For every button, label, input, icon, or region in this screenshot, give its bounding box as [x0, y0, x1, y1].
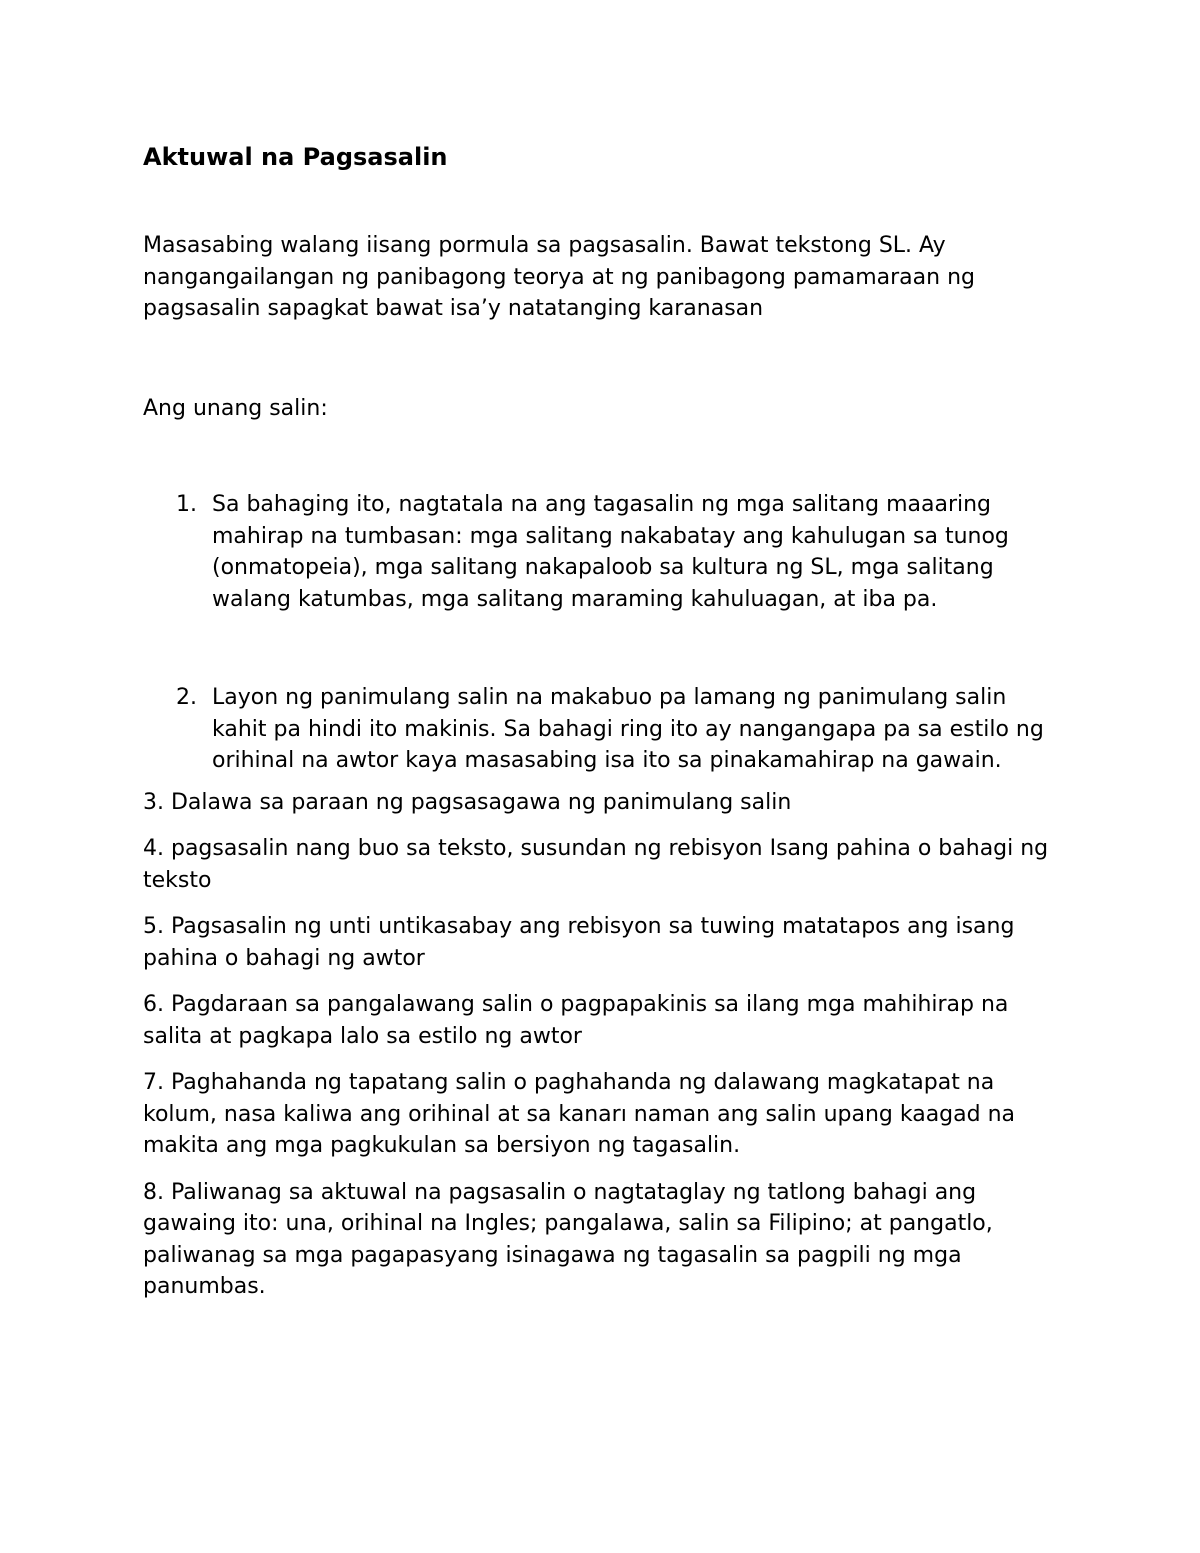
subheading: Ang unang salin:: [143, 395, 328, 421]
list-item-text: Sa bahaging ito, nagtatala na ang tagasalin ng mga salitang maaaring mahirap na tumbasan: mga salitang nakabatay ang kahulugan sa tunog (onmatopeia), mga salitang nakapaloob sa kultura ng SL, mga salitang walang katumbas, mga salitang maraming kahuluagan, at iba pa.: [212, 492, 1009, 612]
paragraph-5: 5. Pagsasalin ng unti untikasabay ang rebisyon sa tuwing matatapos ang isang pahina o bahagi ng awtor: [143, 914, 1015, 971]
list-item: [143, 489, 1063, 615]
paragraph-7: 7. Paghahanda ng tapatang salin o paghahanda ng dalawang magkatapat na kolum, nasa kaliwa ang orihinal at sa kanarı naman ang salin upang kaagad na makita ang mga pagkukulan sa bersiyon ng tagasalin.: [143, 1070, 1016, 1158]
intro-paragraph: Masasabing walang iisang pormula sa pagsasalin. Bawat tekstong SL. Ay nangangailangan ng panibagong teorya at ng panibagong pamamaraan ng pagsasalin sapagkat bawat isa’y natatanging karanasan: [143, 233, 975, 321]
paragraph-6: 6. Pagdaraan sa pangalawang salin o pagpapakinis sa ilang mga mahihirap na salita at pagkapa lalo sa estilo ng awtor: [143, 992, 1009, 1049]
paragraph-3: 3. Dalawa sa paraan ng pagsasagawa ng panimulang salin: [143, 789, 792, 815]
list-item-number: 1.: [176, 492, 197, 517]
list-item: [143, 682, 1063, 777]
paragraph-4: 4. pagsasalin nang buo sa teksto, susundan ng rebisyon Isang pahina o bahagi ng teksto: [143, 836, 1049, 893]
document-body: [143, 138, 1063, 1303]
numbered-list: [143, 489, 1063, 777]
paragraph-8: 8. Paliwanag sa aktuwal na pagsasalin o nagtataglay ng tatlong bahagi ang gawaing ito: una, orihinal na Ingles; pangalawa, salin sa Filipino; at pangatlo, paliwanag sa mga pagapasyang isinagawa ng tagasalin sa pagpili ng mga panumbas.: [143, 1179, 993, 1299]
list-item-number: 2.: [176, 685, 197, 710]
page-title: Aktuwal na Pagsasalin: [143, 143, 448, 171]
list-item-text: Layon ng panimulang salin na makabuo pa lamang ng panimulang salin kahit pa hindi ito makinis. Sa bahagi ring ito ay nangangapa pa sa estilo ng orihinal na awtor kaya masasabing isa ito sa pinakamahirap na gawain.: [212, 685, 1044, 773]
